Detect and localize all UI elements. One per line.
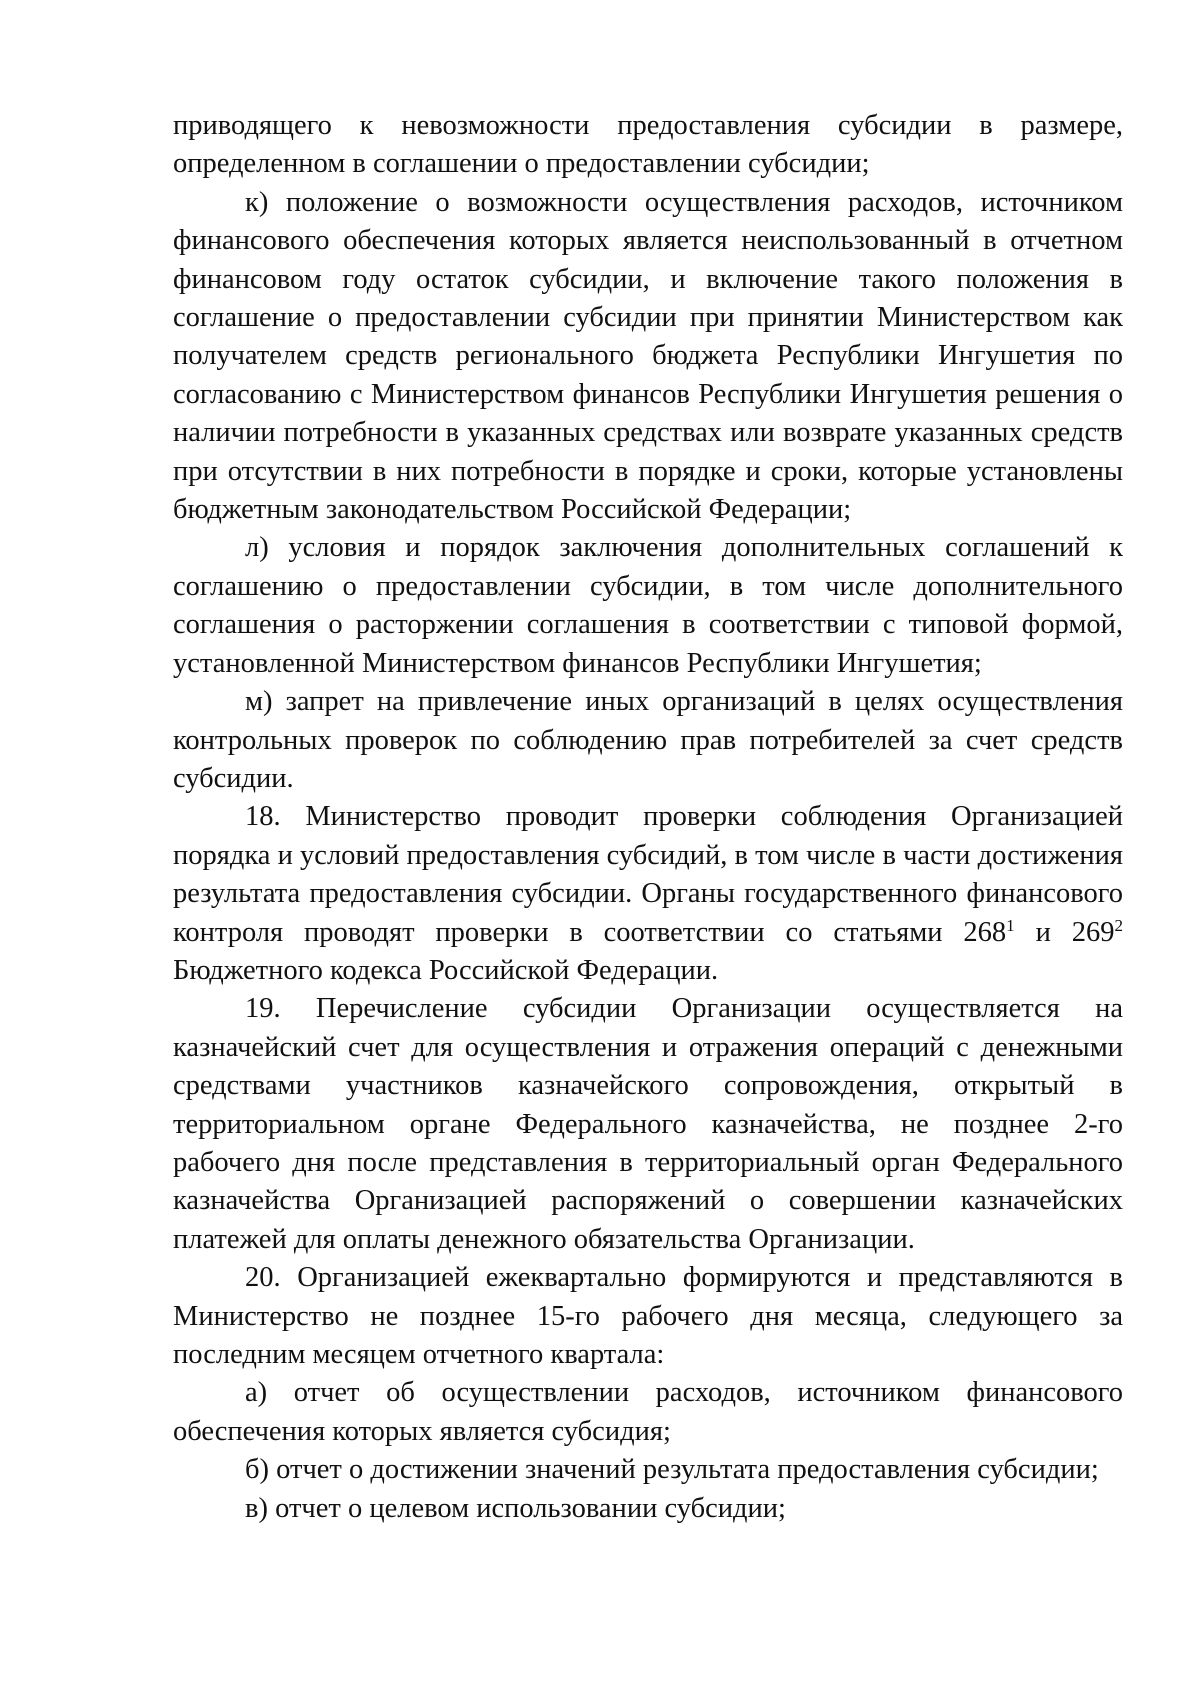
- paragraph-clause-20: 20. Организацией ежеквартально формируются и представляются в Министерство не позднее 15-го рабочего дня месяца, следующего за последним месяцем отчетного квартала:: [173, 1262, 1123, 1370]
- paragraph-item-v: в) отчет о целевом использовании субсидии;: [245, 1492, 786, 1524]
- clause-18-text-after: Бюджетного кодекса Российской Федерации.: [173, 954, 719, 986]
- document-body: [173, 107, 1123, 1528]
- paragraph-item-m: м) запрет на привлечение иных организаций в целях осуществления контрольных проверок по соблюдению прав потребителей за счет средств субсидии.: [173, 686, 1123, 794]
- paragraph-clause-19: 19. Перечисление субсидии Организации осуществляется на казначейский счет для осуществления и отражения операций с денежными средствами участников казначейского сопровождения, открытый в территориальном органе Федерального казначейства, не позднее 2-го рабочего дня после представления в территориальный орган Федерального казначейства Организацией распоряжений о совершении казначейских платежей для оплаты денежного обязательства Организации.: [173, 993, 1123, 1255]
- paragraph-item-a: а) отчет об осуществлении расходов, источником финансового обеспечения которых является субсидия;: [173, 1377, 1123, 1447]
- paragraph-item-b: б) отчет о достижении значений результата предоставления субсидии;: [245, 1454, 1099, 1486]
- clause-18-text-before: 18. Министерство проводит проверки соблюдения Организацией порядка и условий предоставления субсидий, в том числе в части достижения результата предоставления субсидии. Органы государственного финансового контроля проводят проверки в соответствии со статьями 268: [173, 801, 1123, 948]
- paragraph-item-k: к) положение о возможности осуществления расходов, источником финансового обеспечения которых является неиспользованный в отчетном финансовом году остаток субсидии, и включение такого положения в соглашение о предоставлении субсидии при принятии Министерством как получателем средств регионального бюджета Республики Ингушетия по согласованию с Министерством финансов Республики Ингушетия решения о наличии потребности в указанных средствах или возврате указанных средств при отсутствии в них потребности в порядке и сроки, которые установлены бюджетным законодательством Российской Федерации;: [173, 186, 1123, 526]
- paragraph-clause-18: [173, 798, 1123, 990]
- footnote-ref-2: 2: [1114, 915, 1123, 935]
- paragraph-continuation: приводящего к невозможности предоставления субсидии в размере, определенном в соглашении о предоставлении субсидии;: [173, 110, 1123, 180]
- footnote-ref-1: 1: [1006, 915, 1015, 935]
- paragraph-item-l: л) условия и порядок заключения дополнительных соглашений к соглашению о предоставлении субсидии, в том числе дополнительного соглашения о расторжении соглашения в соответствии с типовой формой, установленной Министерством финансов Республики Ингушетия;: [173, 532, 1123, 679]
- clause-18-text-middle: и 269: [1014, 916, 1115, 948]
